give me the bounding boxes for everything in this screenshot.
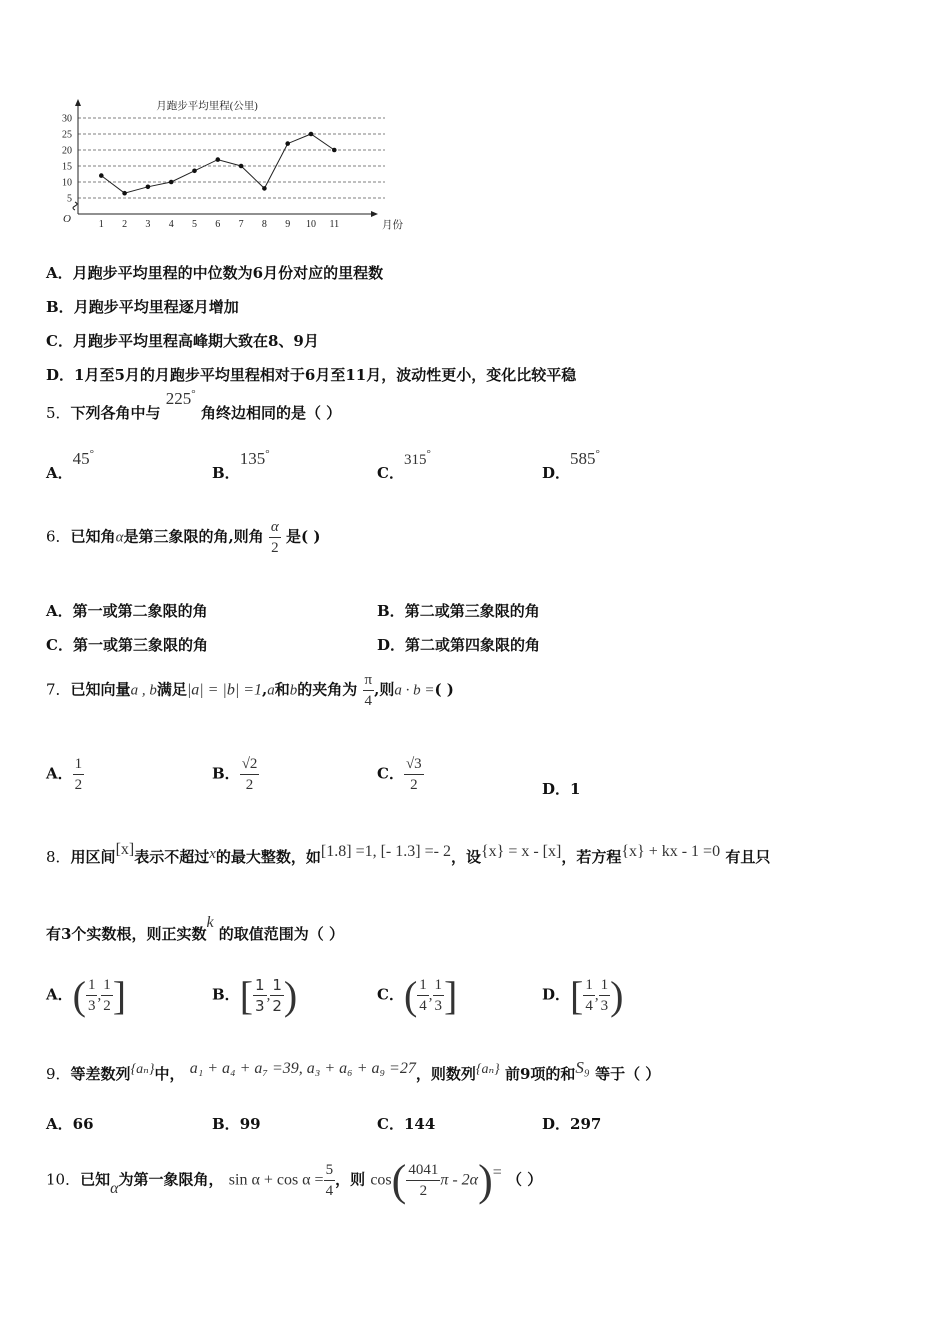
degree-sign: °: [89, 448, 95, 460]
data-point: [239, 164, 244, 169]
q4-option-a[interactable]: [46, 262, 383, 283]
question-8-line-2: [46, 914, 345, 944]
question-number: 8．: [46, 848, 71, 866]
degree-sign: °: [191, 388, 196, 400]
question-number: 6．: [46, 527, 71, 546]
fraction-upper: [270, 975, 284, 1016]
question-text: 满足: [156, 680, 187, 699]
option-label: D．: [377, 636, 406, 654]
alpha-symbol: α: [110, 1179, 119, 1197]
numerator: 1: [272, 976, 282, 994]
equation: {x} + kx - 1 =0: [621, 843, 721, 860]
line-chart: [55, 96, 403, 236]
option-label: C．: [377, 985, 404, 1004]
q7-option-c[interactable]: [377, 754, 424, 795]
option-label: B．: [377, 602, 405, 620]
option-text: 月跑步平均里程高峰期大致在8、9月: [72, 332, 319, 350]
question-text: （ ）: [506, 1170, 543, 1189]
q6-option-c[interactable]: [46, 634, 208, 655]
numerator: 5: [324, 1160, 336, 1181]
data-point: [309, 132, 314, 137]
vector-b: b: [289, 682, 298, 699]
angle-value: 225: [165, 389, 192, 408]
option-label: A．: [46, 464, 73, 482]
option-text: 1月至5月的月跑步平均里程相对于6月至11月，波动性更小，变化比较平稳: [74, 366, 577, 384]
question-text: ，则数列: [415, 1065, 476, 1083]
q6-option-a[interactable]: [46, 600, 208, 621]
fraction-pi-over-4: [363, 670, 375, 711]
denominator: 2: [271, 540, 279, 556]
fraction-option: [404, 754, 424, 795]
option-label: B．: [212, 985, 240, 1004]
option-label: C．: [377, 1115, 404, 1133]
option-label: C．: [377, 464, 404, 482]
option-value: 99: [239, 1115, 261, 1133]
x-tick-label: 11: [329, 219, 340, 230]
y-tick-label: 25: [62, 129, 72, 141]
option-value: 66: [72, 1115, 94, 1133]
degree-sign: °: [426, 448, 431, 460]
numerator: 1: [583, 975, 595, 996]
question-text: 等于（ ）: [595, 1065, 661, 1083]
numerator: 1: [101, 975, 113, 996]
angle-225: [166, 389, 196, 408]
option-label: D．: [542, 464, 571, 482]
question-text: 已知: [80, 1170, 111, 1189]
question-text: 表示不超过: [134, 848, 210, 866]
fraction-upper: [101, 975, 113, 1016]
option-text: 第二或第三象限的角: [404, 602, 540, 620]
data-point: [332, 148, 337, 153]
comma: ,: [266, 987, 271, 1004]
question-number: 10．: [46, 1170, 81, 1189]
comma: ,: [594, 987, 599, 1004]
q5-option-c[interactable]: [377, 448, 431, 483]
q8-option-a[interactable]: [46, 972, 126, 1019]
series-line: [101, 134, 334, 193]
vector-symbols: a , b: [130, 682, 157, 699]
question-text: ，若方程: [561, 848, 622, 866]
numerator: 1: [417, 975, 429, 996]
degree-sign: °: [595, 448, 600, 460]
x-tick-label: 1: [98, 219, 104, 230]
close-bracket: ): [610, 973, 624, 1018]
alpha-symbol: α: [115, 529, 124, 546]
sequence-condition: a₁ + a₄ + a₇ =39, a₃ + a₆ + a₉ =27: [189, 1060, 416, 1077]
numerator: √2: [240, 754, 260, 775]
question-text: 是( ): [286, 527, 321, 546]
option-label: D．: [542, 985, 571, 1004]
x-tick-label: 9: [285, 219, 291, 230]
option-label: A．: [46, 764, 73, 783]
option-text: 第一或第二象限的角: [72, 602, 208, 620]
dot-product: a · b =: [394, 682, 435, 699]
question-text: 有且只: [725, 848, 771, 866]
angle-value: 315: [403, 452, 427, 468]
data-point: [146, 185, 151, 190]
q7-option-d[interactable]: [542, 778, 580, 799]
fraction-4041-over-2: [406, 1160, 440, 1201]
option-value: 144: [403, 1115, 436, 1133]
question-text: 等差数列: [70, 1065, 131, 1083]
sin-cos-sum: sin α + cos α =: [228, 1171, 324, 1189]
open-bracket: (: [403, 973, 418, 1018]
data-point: [192, 169, 197, 174]
floor-notation: [x]: [115, 841, 135, 858]
question-5: [46, 388, 342, 423]
denominator: 4: [325, 1183, 334, 1199]
q5-option-a[interactable]: [46, 448, 95, 483]
option-label: A．: [46, 1115, 73, 1133]
sequence-notation: {aₙ}: [475, 1062, 500, 1077]
angle-expression: π - 2α: [440, 1171, 479, 1189]
question-9: [46, 1058, 661, 1084]
chart-title: 月跑步平均里程(公里): [156, 101, 258, 112]
question-8-line-1: [46, 841, 771, 867]
x-tick-label: 5: [192, 219, 197, 230]
option-label: B．: [212, 1115, 240, 1133]
sequence-notation: {aₙ}: [130, 1062, 155, 1077]
numerator: 4041: [406, 1160, 440, 1181]
q6-option-b[interactable]: [377, 600, 540, 621]
q9-option-a[interactable]: [46, 1113, 94, 1134]
x-tick-label: 4: [168, 219, 174, 230]
question-text: ,则: [374, 680, 395, 699]
fraction-5-over-4: [324, 1160, 336, 1201]
denominator: 3: [600, 998, 609, 1014]
floor-examples: [1.8] =1, [- 1.3] =- 2: [320, 843, 451, 860]
question-text: 中，: [154, 1065, 185, 1083]
vector-a: a: [267, 682, 275, 699]
x-tick-label: 8: [261, 219, 267, 230]
option-label: B．: [212, 464, 240, 482]
fraction-lower: [417, 975, 429, 1016]
question-text: 的取值范围为（ ）: [218, 925, 345, 943]
magnitude-condition: |a| = |b| =1: [186, 681, 263, 699]
data-point: [262, 186, 267, 191]
question-text: 用区间: [70, 848, 116, 866]
denominator: 4: [364, 693, 373, 709]
fraction-lower: [86, 975, 98, 1016]
comma: ,: [97, 987, 102, 1004]
option-value: 1: [570, 780, 581, 798]
question-text: 有3个实数根，则正实数: [46, 925, 207, 943]
denominator: 2: [103, 998, 111, 1014]
axis-break: [73, 202, 77, 210]
denominator: 3: [87, 998, 96, 1014]
q7-option-b[interactable]: [212, 754, 259, 795]
option-label: B．: [46, 298, 74, 316]
fraction-option: [73, 754, 85, 795]
y-tick-label: 5: [67, 193, 72, 205]
equals-sign: =: [492, 1163, 502, 1181]
variable-k: k: [206, 914, 214, 931]
angle-value: 45: [72, 449, 90, 468]
close-bracket: ]: [444, 973, 458, 1018]
question-number: 9．: [46, 1065, 71, 1083]
y-tick-label: 10: [62, 177, 72, 189]
fraction-lower: [583, 975, 595, 1016]
option-label: D．: [542, 780, 571, 798]
q4-option-b[interactable]: [46, 296, 239, 317]
option-label: C．: [46, 636, 73, 654]
q9-option-b[interactable]: [212, 1113, 261, 1134]
question-text: 的夹角为: [297, 680, 358, 699]
option-label: A．: [46, 985, 73, 1004]
angle-value: 135: [239, 449, 266, 468]
question-text: ,: [262, 680, 268, 699]
option-label: A．: [46, 264, 73, 282]
question-text: 前9项的和: [504, 1065, 576, 1083]
y-tick-label: 15: [62, 161, 72, 173]
option-label: D．: [542, 1115, 571, 1133]
numerator: 1: [433, 975, 445, 996]
denominator: 2: [74, 777, 83, 793]
q5-option-d[interactable]: [542, 448, 600, 483]
data-point: [99, 173, 104, 178]
y-axis-arrow: [75, 99, 81, 106]
option-value: [240, 449, 270, 468]
question-text: ，则: [335, 1170, 366, 1189]
numerator: √3: [404, 754, 424, 775]
data-point: [216, 157, 221, 162]
fractional-part-definition: {x} = x - [x]: [480, 843, 562, 860]
option-value: 297: [570, 1115, 602, 1133]
fraction-option: [240, 754, 260, 795]
option-label: C．: [46, 332, 73, 350]
variable-x: x: [209, 846, 216, 862]
q6-option-d[interactable]: [377, 634, 540, 655]
x-tick-label: 2: [122, 219, 128, 230]
q7-option-a[interactable]: [46, 754, 84, 795]
numerator: 1: [599, 975, 611, 996]
q8-option-c[interactable]: [377, 972, 457, 1019]
numerator: 1: [86, 975, 98, 996]
denominator: 4: [419, 998, 427, 1014]
q8-option-d[interactable]: [542, 972, 623, 1019]
numerator: 1: [255, 976, 265, 994]
question-text: 是第三象限的角,则角: [123, 527, 264, 546]
question-text: 已知角: [70, 527, 116, 546]
numerator: π: [363, 670, 375, 691]
close-bracket: ]: [112, 973, 127, 1018]
sum-symbol: S₉: [575, 1058, 590, 1077]
comma: ,: [428, 987, 433, 1004]
denominator: 2: [245, 777, 254, 793]
data-point: [122, 191, 127, 196]
question-text: 已知向量: [70, 680, 131, 699]
open-bracket: (: [72, 973, 86, 1018]
question-text: ( ): [434, 680, 454, 699]
option-value: [403, 448, 431, 468]
q4-option-d[interactable]: [46, 364, 576, 385]
fraction-upper: [599, 975, 611, 1016]
option-text: 第二或第四象限的角: [405, 636, 541, 654]
denominator: 2: [410, 777, 418, 793]
open-bracket: [: [570, 973, 584, 1018]
q5-option-b[interactable]: [212, 448, 270, 483]
x-tick-label: 7: [238, 219, 244, 230]
x-axis-label: 月份: [382, 220, 403, 231]
q9-option-c[interactable]: [377, 1113, 435, 1134]
x-tick-label: 6: [215, 219, 221, 230]
close-bracket: ): [283, 973, 298, 1018]
option-label: B．: [212, 764, 240, 783]
option-text: 月跑步平均里程逐月增加: [73, 298, 239, 316]
degree-sign: °: [265, 448, 270, 460]
q4-option-c[interactable]: [46, 330, 319, 351]
cos-function: cos: [370, 1171, 392, 1189]
fraction-lower: [253, 975, 267, 1016]
question-6: [46, 517, 320, 558]
x-tick-label: 10: [306, 219, 316, 230]
y-tick-label: 20: [62, 145, 72, 157]
option-text: 第一或第三象限的角: [72, 636, 208, 654]
question-number: 5．: [46, 404, 71, 422]
open-bracket: [: [239, 973, 254, 1018]
question-10: [46, 1155, 542, 1206]
option-label: D．: [46, 366, 75, 384]
y-tick-label: 30: [62, 113, 72, 125]
denominator: 2: [419, 1183, 428, 1199]
close-paren: ): [478, 1156, 493, 1205]
denominator: 3: [434, 998, 443, 1014]
question-text: 的最大整数，如: [215, 848, 321, 866]
denominator: 3: [255, 997, 265, 1015]
fraction-upper: [433, 975, 445, 1016]
option-label: A．: [46, 602, 73, 620]
denominator: 4: [585, 998, 593, 1014]
numerator: 1: [73, 754, 85, 775]
option-label: C．: [377, 764, 404, 783]
question-text: 角终边相同的是（ ）: [200, 404, 342, 422]
data-point: [169, 180, 174, 185]
question-text: 和: [274, 680, 290, 699]
question-7: [46, 670, 454, 711]
question-text: 为第一象限角，: [118, 1170, 224, 1189]
x-tick-label: 3: [145, 219, 151, 230]
fraction-alpha-over-2: [269, 517, 281, 558]
q8-option-b[interactable]: [212, 972, 297, 1019]
q9-option-d[interactable]: [542, 1113, 601, 1134]
open-paren: (: [391, 1156, 407, 1205]
option-value: [570, 449, 600, 468]
question-text: ，设: [450, 848, 481, 866]
option-text: 月跑步平均里程的中位数为6月份对应的里程数: [72, 264, 384, 282]
question-text: 下列各角中与: [70, 404, 161, 422]
question-number: 7．: [46, 680, 71, 699]
data-point: [285, 141, 290, 146]
numerator: α: [269, 517, 281, 538]
denominator: 2: [272, 997, 282, 1015]
origin-label: O: [63, 213, 71, 225]
angle-value: 585: [570, 449, 596, 468]
x-axis-arrow: [371, 211, 378, 217]
option-value: [73, 449, 94, 468]
